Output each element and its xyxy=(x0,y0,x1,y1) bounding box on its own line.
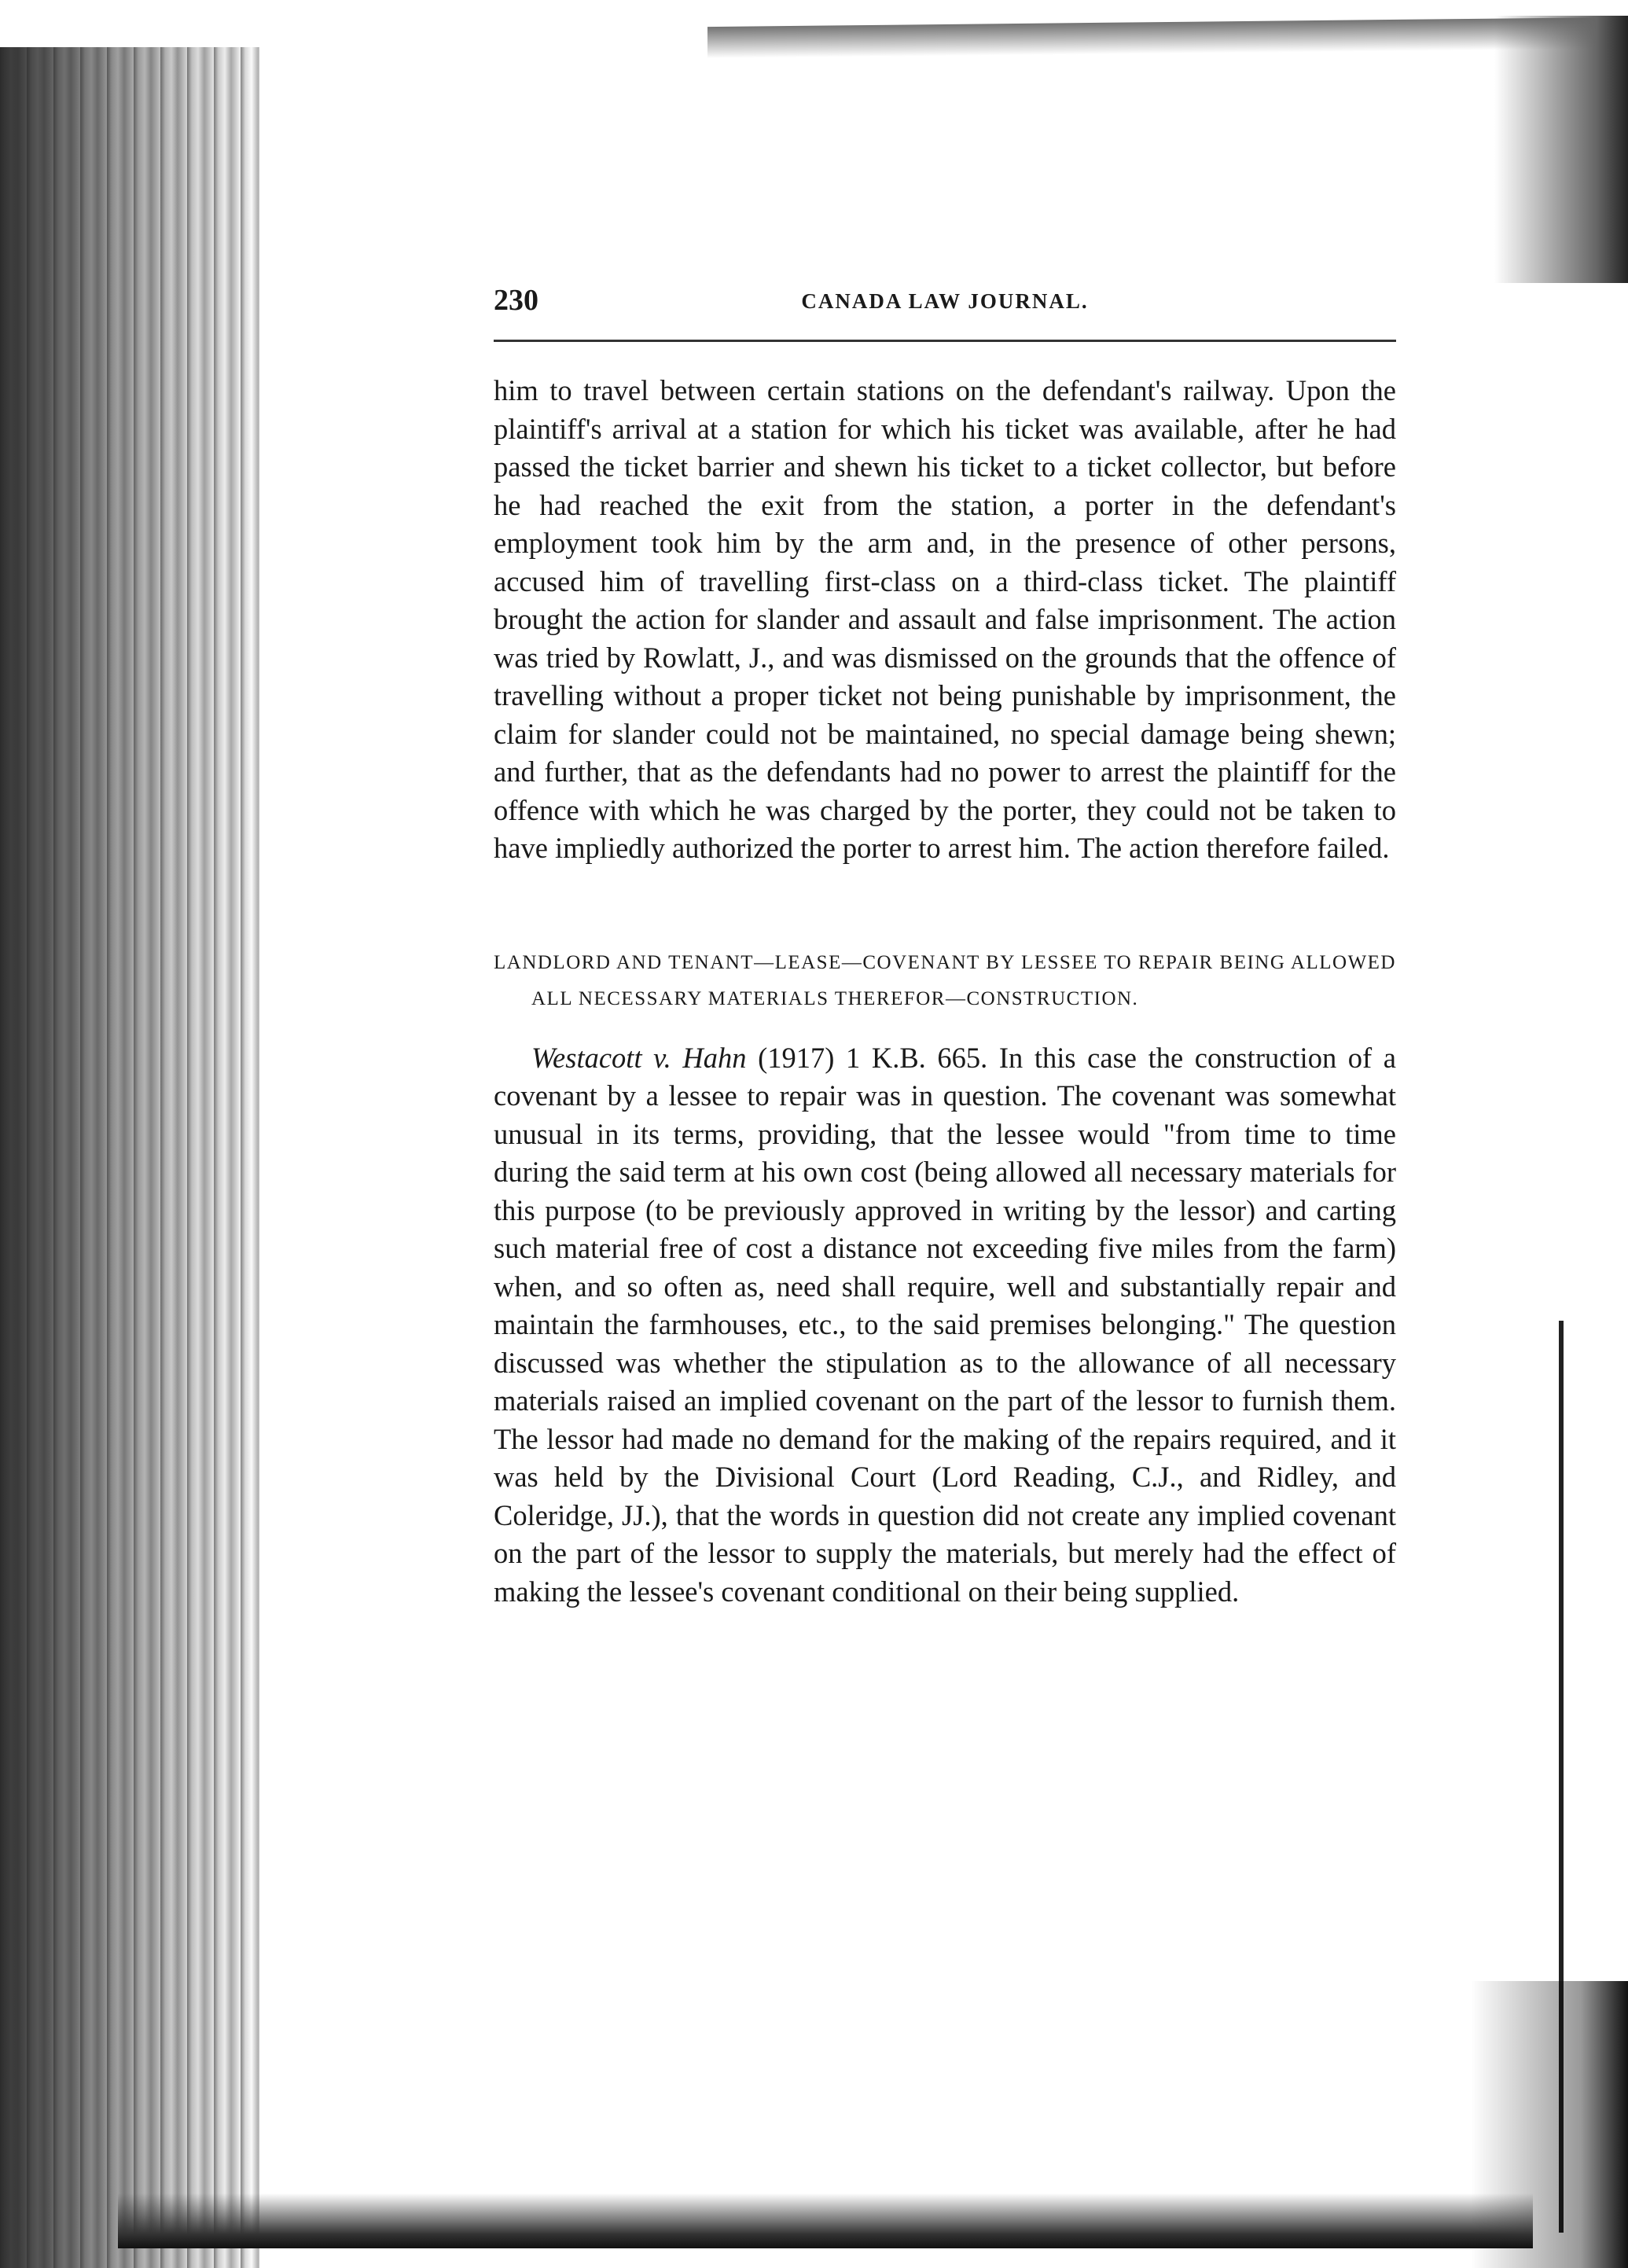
scan-shadow-bottom xyxy=(118,2193,1533,2248)
page-number: 230 xyxy=(494,284,538,317)
continued-paragraph: him to travel between certain stations on the defendant's railway. Upon the plaintiff's arrival at a station for which his ticket was available, after he had passed the ticket barrier and shewn his ticket to a ticket collector, but before he had reached the exit from the station, a porter in the defendant's employment took him by the arm and, in the presence of other persons, accused him of travelling first-class on a third-class ticket. The plaintiff brought the action for slander and assault and false imprisonment. The action was tried by Rowlatt, J., and was dismissed on the grounds that the offence of travelling without a proper ticket not being punishable by imprisonment, the claim for slander could not be maintained, no special damage being shewn; and further, that as the defendants had no power to arrest the plaintiff for the offence with which he was charged by the porter, they could not be taken to have impliedly authorized the porter to arrest him. The action therefore failed. xyxy=(494,374,1396,864)
case-name: Westacott v. Hahn xyxy=(531,1041,747,1074)
page-header xyxy=(494,283,1396,342)
scan-shadow-right xyxy=(1494,16,1628,283)
running-head: CANADA LAW JOURNAL. xyxy=(801,289,1089,313)
scan-shadow-top xyxy=(707,17,1628,58)
case-text: (1917) 1 K.B. 665. In this case the construction of a covenant by a lessee to repair was in question. The covenant was somewhat unusual in its terms, providing, that the lessee would "from time to time during the said term at his own cost (being allowed all necessary materials for this purpose (to be previously approved in writing by the lessor) and carting such material free of cost a distance not exceeding five miles from the farm) when, and so often as, need shall require, well and substantially repair and maintain the farmhouses, etc., to the said premises belonging." The question discussed was whether the stipulation as to the allowance of all necessary materials raised an implied covenant on the part of the lessor to furnish them. The lessor had made no demand for the making of the repairs required, and it was held by the Divisional Court (Lord Reading, C.J., and Ridley, and Coleridge, JJ.), that the words in question did not create any implied covenant on the part of the lessor to supply the materials, but merely had the effect of making the lessee's covenant conditional on their being supplied. xyxy=(494,1041,1396,1608)
scan-shadow-left xyxy=(0,47,259,2268)
journal-page xyxy=(494,283,1396,1611)
case-paragraph xyxy=(494,1039,1396,1612)
section-heading: LANDLORD AND TENANT—LEASE—COVENANT BY LESSEE TO REPAIR BEING ALLOWED ALL NECESSARY MATERIALS THEREFOR—CONSTRUCTION. xyxy=(494,951,1396,1009)
